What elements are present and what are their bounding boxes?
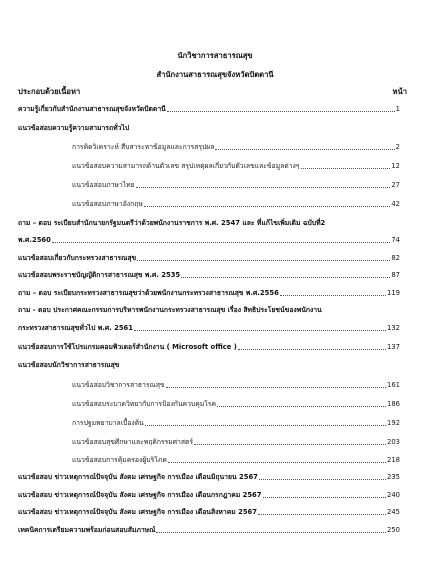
toc-section-heading bbox=[18, 123, 400, 133]
toc-entry-title: ถาม - ตอบ ประกาศคณะกรรมการบริหารพนักงานกระทรวงสาธารณสุข เรื่อง สิทธิประโยชน์ของพนักงาน bbox=[18, 306, 322, 314]
toc-header-page: หน้า bbox=[392, 87, 407, 96]
toc-entry-title: แนวข้อสอบสุขศึกษาและพฤติกรรมศาสตร์ bbox=[72, 438, 194, 446]
leader-dots bbox=[145, 425, 386, 426]
toc-entry-page: 82 bbox=[391, 254, 400, 262]
toc-entry bbox=[18, 490, 400, 500]
toc-entry-page: 137 bbox=[387, 343, 400, 351]
toc-entry-line bbox=[18, 305, 400, 315]
leader-dots bbox=[258, 514, 386, 515]
leader-dots bbox=[263, 497, 387, 498]
toc-entry-title: แนวข้อสอบ ข่าวเหตุการณ์ปัจจุบัน สังคม เศรษฐกิจ การเมือง เดือนมิถุนายน 2567 bbox=[18, 473, 258, 481]
toc-entry-page: 192 bbox=[387, 419, 400, 427]
toc-entry bbox=[18, 270, 400, 280]
leader-dots bbox=[280, 295, 386, 296]
toc-entry-page: 132 bbox=[387, 324, 400, 332]
toc-entry bbox=[18, 104, 400, 114]
toc-entry-page: 12 bbox=[391, 162, 400, 170]
toc-entry-page: 186 bbox=[387, 400, 400, 408]
toc-entry bbox=[72, 455, 400, 465]
toc-entry-title: แนวข้อสอบ ข่าวเหตุการณ์ปัจจุบัน สังคม เศรษฐกิจ การเมือง เดือนสิงหาคม 2567 bbox=[18, 508, 258, 516]
leader-dots bbox=[156, 532, 386, 533]
toc-entry-title: แนวข้อสอบ ข่าวเหตุการณ์ปัจจุบัน สังคม เศรษฐกิจ การเมือง เดือนกรกฎาคม 2567 bbox=[18, 491, 262, 499]
toc-entry-page: 245 bbox=[387, 508, 400, 516]
toc-entry-title: แนวข้อสอบภาษาไทย bbox=[72, 181, 135, 189]
toc-entry-line bbox=[18, 218, 400, 228]
leader-dots bbox=[217, 406, 386, 407]
toc-entry bbox=[18, 342, 400, 352]
toc-entry-title: กระทรวงสาธารณสุขทั่วไป พ.ศ. 2561 bbox=[18, 324, 134, 332]
toc-entry-title: แนวข้อสอบพระราชบัญญัติการสาธารณสุข พ.ศ. 2535 bbox=[18, 271, 181, 279]
toc-entry-page: 2 bbox=[395, 143, 400, 151]
document-subtitle: สำนักงานสาธารณสุขจังหวัดปัตตานี bbox=[156, 70, 274, 79]
leader-dots bbox=[215, 149, 394, 150]
leader-dots bbox=[52, 242, 390, 243]
leader-dots bbox=[238, 349, 386, 350]
toc-entry bbox=[72, 142, 400, 152]
toc-entry bbox=[72, 418, 400, 428]
toc-entry-title: แนวข้อสอบระบาดวิทยากับการป้องกันควบคุมโรค bbox=[72, 400, 217, 408]
leader-dots bbox=[168, 462, 386, 463]
toc-entry-page: 1 bbox=[395, 105, 400, 113]
toc-entry-title: ความรู้เกี่ยวกับสำนักงานสาธารณสุขจังหวัดปัตตานี bbox=[18, 105, 166, 113]
leader-dots bbox=[181, 277, 390, 278]
document-title: นักวิชาการสาธารณสุข bbox=[177, 51, 253, 60]
toc-entry-title: แนวข้อสอบการใช้โปรแกรมคอมพิวเตอร์สำนักงาน ( Microsoft office ) bbox=[18, 343, 237, 351]
toc-entry-title: แนวข้อสอบความรู้ความสามารถทั่วไป bbox=[18, 124, 130, 132]
toc-entry-page: 203 bbox=[387, 438, 400, 446]
toc-entry bbox=[72, 161, 400, 171]
toc-entry bbox=[18, 472, 400, 482]
toc-entry-page: 218 bbox=[387, 456, 400, 464]
toc-entry bbox=[18, 253, 400, 263]
toc-entry-page: 161 bbox=[387, 381, 400, 389]
leader-dots bbox=[134, 330, 386, 331]
leader-dots bbox=[301, 168, 391, 169]
leader-dots bbox=[167, 111, 395, 112]
toc-entry-page: 250 bbox=[387, 526, 400, 534]
toc-entry bbox=[18, 288, 400, 298]
toc-header-contents: ประกอบด้วยเนื้อหา bbox=[18, 87, 81, 96]
toc-entry-page: 74 bbox=[391, 236, 400, 244]
toc-entry bbox=[72, 180, 400, 190]
toc-entry-title: แนวข้อสอบความสามารถด้านตัวเลข สรุปเหตุผลเกี่ยวกับตัวเลขและข้อมูลต่างๆ bbox=[72, 162, 300, 170]
toc-entry-page: 87 bbox=[391, 271, 400, 279]
toc-entry-title: ถาม – ตอบ ระเบียบสำนักนายกรัฐมนตรีว่าด้วยพนักงานราชการ พ.ศ. 2547 และ ที่แก้ไขเพิ่มเติม ฉบับที่2 bbox=[18, 219, 326, 227]
toc-entry bbox=[72, 399, 400, 409]
toc-entry-page: 240 bbox=[387, 491, 400, 499]
toc-entry bbox=[72, 199, 400, 209]
toc-entry bbox=[72, 437, 400, 447]
leader-dots bbox=[137, 260, 390, 261]
toc-entry-title: แนวข้อสอบเกี่ยวกับกระทรวงสาธารณสุข bbox=[18, 254, 137, 262]
leader-dots bbox=[194, 444, 386, 445]
toc-entry-title: ถาม – ตอบ ระเบียบกระทรวงสาธารณสุขว่าด้วยพนักงานกระทรวงสาธารณสุข พ.ศ.2556 bbox=[18, 289, 279, 297]
toc-entry bbox=[72, 380, 400, 390]
toc-entry bbox=[18, 525, 400, 535]
toc-entry-page: 119 bbox=[387, 289, 400, 297]
toc-entry-title: แนวข้อสอบภาษาอังกฤษ bbox=[72, 200, 143, 208]
toc-entry-title: การปฐมพยาบาลเบื้องต้น bbox=[72, 419, 144, 427]
toc-entry-page: 27 bbox=[391, 181, 400, 189]
leader-dots bbox=[166, 387, 386, 388]
toc-entry-title: การคิดวิเคราะห์ สืบสาระหาข้อมูลและการสรุปผล bbox=[72, 143, 215, 151]
toc-entry-title: แนวข้อสอบนักวิชาการสาธารณสุข bbox=[18, 361, 120, 369]
leader-dots bbox=[259, 479, 386, 480]
toc-entry-title: แนวข้อสอบวิชาการสาธารณสุข bbox=[72, 381, 165, 389]
toc-section-heading bbox=[18, 360, 400, 370]
toc-entry-title: พ.ศ.2560 bbox=[18, 236, 51, 244]
toc-entry-title: แนวข้อสอบการคุ้มครองผู้บริโภค bbox=[72, 456, 167, 464]
toc-entry-title: เทคนิคการเตรียมความพร้อมก่อนสอบสัมภาษณ์ bbox=[18, 526, 156, 534]
toc-entry bbox=[18, 235, 400, 245]
toc-entry bbox=[18, 323, 400, 333]
toc-entry-page: 235 bbox=[387, 473, 400, 481]
toc-entry bbox=[18, 507, 400, 517]
leader-dots bbox=[136, 187, 391, 188]
leader-dots bbox=[144, 206, 391, 207]
toc-entry-page: 42 bbox=[391, 200, 400, 208]
